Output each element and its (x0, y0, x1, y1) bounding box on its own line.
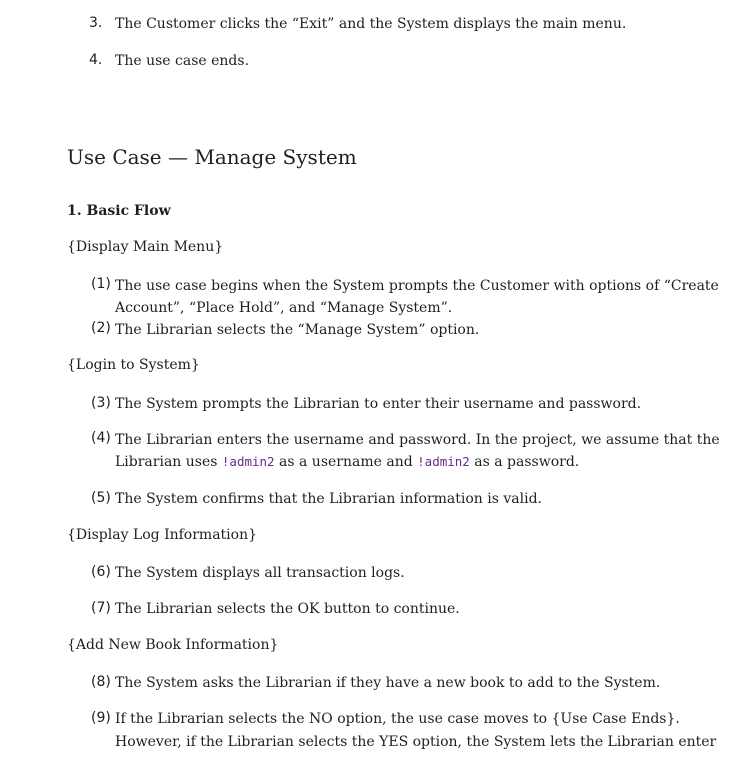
step-number: (3) (91, 395, 111, 411)
section-heading: 1. Basic Flow (67, 203, 171, 219)
step-text: However, if the Librarian selects the YES option, the System lets the Librarian enter (115, 734, 717, 750)
step-text-part: Librarian uses (115, 454, 222, 470)
step-number: (4) (91, 430, 111, 446)
step-number: (8) (91, 674, 111, 690)
step-number: (7) (91, 600, 111, 616)
step-number: 4. (89, 52, 103, 68)
step-text: The System prompts the Librarian to enter their username and password. (115, 396, 642, 412)
step-text: The Customer clicks the “Exit” and the System displays the main menu. (115, 16, 627, 32)
step-number: (9) (91, 710, 111, 726)
step-text: The use case begins when the System prompts the Customer with options of “Create (115, 278, 719, 294)
step-text: Account”, “Place Hold”, and “Manage System”. (115, 300, 453, 316)
step-text: The System confirms that the Librarian information is valid. (115, 491, 542, 507)
step-text: The use case ends. (115, 53, 250, 69)
step-text (115, 451, 579, 473)
step-text: The System displays all transaction logs. (115, 565, 405, 581)
flow-section-label: {Display Log Information} (67, 527, 258, 543)
code-username: !admin2 (221, 454, 275, 469)
step-number: 3. (89, 15, 103, 31)
code-password: !admin2 (417, 454, 470, 469)
flow-section-label: {Login to System} (67, 357, 200, 373)
step-text: The Librarian selects the OK button to continue. (115, 601, 460, 617)
step-number: (2) (91, 320, 111, 336)
flow-section-label: {Add New Book Information} (67, 637, 279, 653)
step-text-part: as a password. (469, 454, 580, 470)
step-number: (6) (91, 564, 111, 580)
step-number: (5) (91, 490, 111, 506)
step-text: The Librarian selects the “Manage System” option. (115, 322, 480, 338)
flow-section-label: {Display Main Menu} (67, 239, 224, 255)
step-text: The System asks the Librarian if they have a new book to add to the System. (115, 675, 661, 691)
step-number: (1) (91, 276, 111, 292)
page-title: Use Case — Manage System (67, 145, 357, 169)
step-text-part: as a username and (274, 454, 418, 470)
step-text: The Librarian enters the username and password. In the project, we assume that the (115, 432, 720, 448)
step-text: If the Librarian selects the NO option, the use case moves to {Use Case Ends}. (115, 711, 680, 727)
